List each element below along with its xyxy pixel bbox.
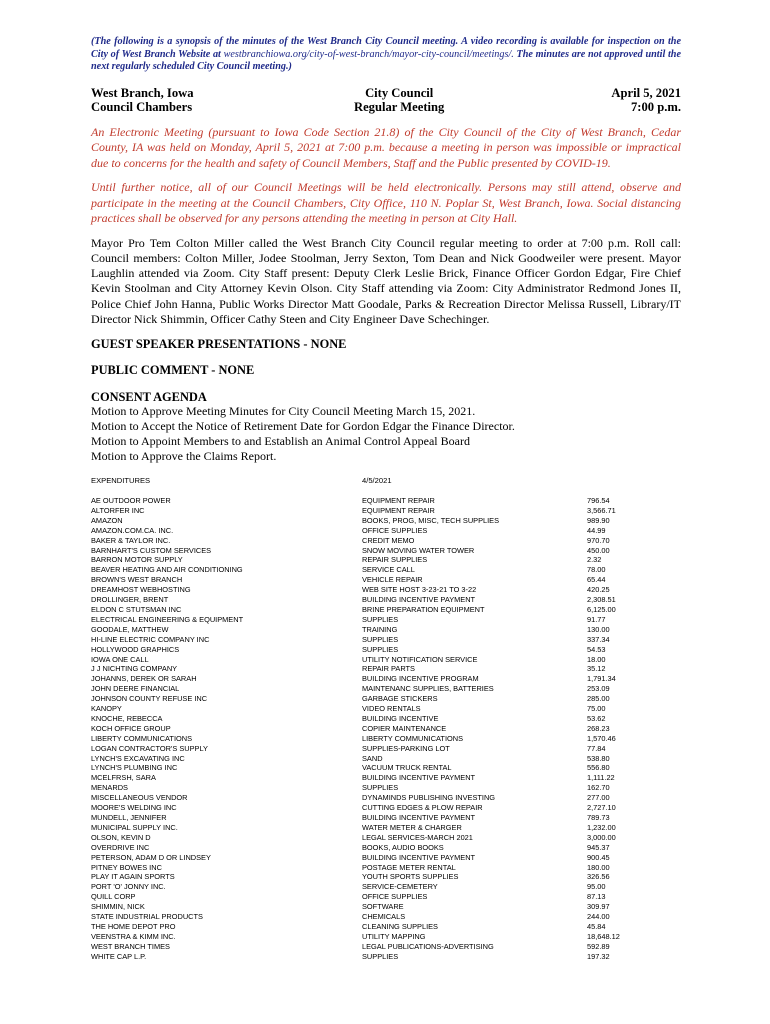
expenditure-row: [91, 516, 681, 526]
expense-amount: 162.70: [587, 783, 610, 793]
expenditure-row: [91, 803, 681, 813]
vendor-name: LYNCH'S EXCAVATING INC: [91, 753, 185, 763]
expense-description: VIDEO RENTALS: [362, 704, 421, 714]
expenditure-row: [91, 922, 681, 932]
expenditure-row: [91, 585, 681, 595]
expenditure-row: [91, 843, 681, 853]
expense-amount: 450.00: [587, 545, 610, 555]
expenditure-row: [91, 694, 681, 704]
expense-description: LEGAL PUBLICATIONS-ADVERTISING: [362, 941, 494, 951]
expense-description: VACUUM TRUCK RENTAL: [362, 763, 452, 773]
vendor-name: KOCH OFFICE GROUP: [91, 723, 171, 733]
expense-description: BRINE PREPARATION EQUIPMENT: [362, 604, 485, 614]
expense-amount: 1,791.34: [587, 674, 616, 684]
expense-amount: 556.80: [587, 763, 610, 773]
expenditure-row: [91, 714, 681, 724]
expense-amount: 53.62: [587, 713, 606, 723]
expenditures-table: [91, 496, 681, 962]
expense-amount: 54.53: [587, 644, 606, 654]
expense-amount: 6,125.00: [587, 604, 616, 614]
vendor-name: KNOCHE, REBECCA: [91, 713, 163, 723]
consent-motion: Motion to Accept the Notice of Retirement Date for Gordon Edgar the Finance Director.: [91, 419, 515, 433]
vendor-name: DROLLINGER, BRENT: [91, 595, 169, 605]
expense-description: CLEANING SUPPLIES: [362, 921, 438, 931]
expense-amount: 44.99: [587, 525, 606, 535]
vendor-name: SHIMMIN, NICK: [91, 902, 145, 912]
vendor-name: OLSON, KEVIN D: [91, 832, 151, 842]
expense-description: MAINTENANC SUPPLIES, BATTERIES: [362, 684, 494, 694]
consent-motions: [91, 404, 681, 464]
expense-description: BUILDING INCENTIVE PAYMENT: [362, 852, 476, 862]
expense-amount: 538.80: [587, 753, 610, 763]
meeting-type: [354, 86, 444, 114]
expense-description: BUILDING INCENTIVE PAYMENT: [362, 813, 476, 822]
meeting-header: [91, 86, 681, 116]
expense-amount: 2.32: [587, 555, 602, 565]
synopsis-intro-approval: The minutes are not approved until the next regularly scheduled City Council meeting.): [91, 48, 681, 73]
expense-description: SUPPLIES: [362, 951, 399, 961]
public-comment-heading: PUBLIC COMMENT - NONE: [91, 363, 255, 377]
location-city: West Branch, Iowa: [91, 85, 194, 100]
vendor-name: VEENSTRA & KIMM INC.: [91, 931, 176, 941]
expenditure-row: [91, 872, 681, 882]
vendor-name: AE OUTDOOR POWER: [91, 496, 171, 505]
expenditures-rows: [91, 496, 681, 962]
vendor-name: MOORE'S WELDING INC: [91, 803, 177, 813]
vendor-name: PETERSON, ADAM D OR LINDSEY: [91, 852, 211, 862]
consent-motion: Motion to Approve the Claims Report.: [91, 449, 277, 463]
meeting-body: City Council: [365, 85, 434, 100]
expense-description: BUILDING INCENTIVE PROGRAM: [362, 674, 479, 684]
expenditure-row: [91, 912, 681, 922]
expenditure-row: [91, 734, 681, 744]
expense-amount: 1,111.22: [587, 773, 615, 783]
meeting-datetime: [611, 86, 681, 114]
vendor-name: LIBERTY COMMUNICATIONS: [91, 733, 193, 743]
expenditure-row: [91, 575, 681, 585]
expenditure-row: [91, 615, 681, 625]
expenditures-date: 4/5/2021: [362, 476, 392, 485]
expense-amount: 326.56: [587, 872, 610, 882]
expenditure-row: [91, 952, 681, 962]
expense-description: CREDIT MEMO: [362, 535, 415, 545]
electronic-meeting-further-notice: Until further notice, all of our Council Meetings will be held electronically. Persons may still attend, observe and participate in the meeting at the Council Chambers, City Office, 110 N. Poplar St, West Branch, Iowa. Social distancing practices shall be observed for any persons attending the meeting in person at City Hall.: [91, 180, 681, 226]
expense-amount: 18,648.12: [587, 931, 620, 941]
expenditure-row: [91, 595, 681, 605]
expenditure-row: [91, 863, 681, 873]
vendor-name: J J NICHTING COMPANY: [91, 664, 178, 674]
expense-description: CUTTING EDGES & PLOW REPAIR: [362, 803, 483, 813]
expense-description: LIBERTY COMMUNICATIONS: [362, 733, 464, 743]
vendor-name: PITNEY BOWES INC: [91, 862, 162, 872]
expenditure-row: [91, 744, 681, 754]
expenditure-row: [91, 704, 681, 714]
expenditure-row: [91, 506, 681, 516]
vendor-name: JOHANNS, DEREK OR SARAH: [91, 674, 197, 684]
vendor-name: JOHNSON COUNTY REFUSE INC: [91, 694, 208, 704]
expense-amount: 78.00: [587, 565, 606, 575]
vendor-name: PORT 'O' JONNY INC.: [91, 882, 166, 892]
vendor-name: ALTORFER INC: [91, 505, 145, 515]
expense-amount: 970.70: [587, 535, 610, 545]
expense-amount: 1,232.00: [587, 822, 616, 832]
vendor-name: HI-LINE ELECTRIC COMPANY INC: [91, 634, 210, 644]
expense-description: EQUIPMENT REPAIR: [362, 505, 435, 515]
expense-amount: 592.89: [587, 941, 610, 951]
vendor-name: PLAY IT AGAIN SPORTS: [91, 872, 175, 882]
expense-amount: 2,308.51: [587, 595, 616, 605]
expenditures-label: EXPENDITURES: [91, 476, 151, 485]
vendor-name: MISCELLANEOUS VENDOR: [91, 793, 188, 803]
expense-amount: 180.00: [587, 862, 610, 872]
expenditure-row: [91, 645, 681, 655]
expenditure-row: [91, 882, 681, 892]
expenditure-row: [91, 823, 681, 833]
expense-amount: 900.45: [587, 852, 610, 862]
expense-amount: 77.84: [587, 743, 606, 753]
expense-amount: 989.90: [587, 515, 610, 525]
vendor-name: ELDON C STUTSMAN INC: [91, 604, 182, 614]
expense-description: BUILDING INCENTIVE PAYMENT: [362, 595, 476, 605]
expense-amount: 91.77: [587, 614, 606, 624]
expense-amount: 285.00: [587, 694, 610, 704]
expense-description: UTILITY MAPPING: [362, 931, 426, 941]
expense-amount: 197.32: [587, 951, 610, 961]
expense-amount: 75.00: [587, 704, 606, 714]
consent-motion: Motion to Appoint Members to and Establish an Animal Control Appeal Board: [91, 434, 470, 448]
expense-description: SERVICE-CEMETERY: [362, 882, 438, 892]
expense-description: SOFTWARE: [362, 902, 404, 912]
vendor-name: LOGAN CONTRACTOR'S SUPPLY: [91, 743, 208, 753]
expense-amount: 945.37: [587, 842, 610, 852]
expenditure-row: [91, 892, 681, 902]
expense-amount: 244.00: [587, 912, 610, 922]
location-room: Council Chambers: [91, 99, 193, 114]
vendor-name: BEAVER HEATING AND AIR CONDITIONING: [91, 565, 243, 575]
vendor-name: DREAMHOST WEBHOSTING: [91, 585, 191, 595]
expense-description: BUILDING INCENTIVE: [362, 713, 439, 723]
expenditure-row: [91, 942, 681, 952]
expense-description: BOOKS, PROG, MISC, TECH SUPPLIES: [362, 515, 500, 525]
vendor-name: KANOPY: [91, 704, 122, 714]
expense-description: BUILDING INCENTIVE PAYMENT: [362, 773, 476, 783]
expense-amount: 420.25: [587, 585, 610, 595]
expense-description: BOOKS, AUDIO BOOKS: [362, 842, 444, 852]
expense-description: LEGAL SERVICES-MARCH 2021: [362, 832, 473, 842]
expense-description: SUPPLIES-PARKING LOT: [362, 743, 450, 753]
expense-description: SUPPLIES: [362, 644, 399, 654]
expenditure-row: [91, 783, 681, 793]
expense-amount: 3,000.00: [587, 832, 616, 842]
expense-description: TRAINING: [362, 624, 398, 634]
expenditure-row: [91, 555, 681, 565]
expenditure-row: [91, 655, 681, 665]
vendor-name: BROWN'S WEST BRANCH: [91, 575, 183, 585]
expenditure-row: [91, 526, 681, 536]
expenditure-row: [91, 635, 681, 645]
expense-amount: 130.00: [587, 624, 610, 634]
expenditure-row: [91, 605, 681, 615]
vendor-name: QUILL CORP: [91, 892, 136, 902]
expense-amount: 87.13: [587, 892, 606, 902]
expenditure-row: [91, 546, 681, 556]
meetings-url[interactable]: westbranchiowa.org/city-of-west-branch/mayor-city-council/meetings/.: [223, 48, 514, 60]
expenditure-row: [91, 754, 681, 764]
expense-amount: 18.00: [587, 654, 606, 664]
expense-amount: 268.23: [587, 723, 610, 733]
expense-description: UTILITY NOTIFICATION SERVICE: [362, 654, 478, 664]
expense-amount: 337.34: [587, 634, 610, 644]
expense-description: EQUIPMENT REPAIR: [362, 496, 435, 505]
call-to-order: Mayor Pro Tem Colton Miller called the West Branch City Council regular meeting to order at 7:00 p.m. Roll call: Council members: Colton Miller, Jodee Stoolman, Jerry Sexton, Tom Dean and Nick Goodweiler were present. Mayor Laughlin attended via Zoom. City Staff present: Deputy Clerk Leslie Brick, Finance Officer Gordon Edgar, Fire Chief Kevin Stoolman and City Attorney Kevin Olson. City Staff attending via Zoom: City Administrator Redmond Jones II, Police Chief John Hanna, Public Works Director Matt Goodale, Parks & Recreation Director Melissa Russell, Library/IT Director Nick Shimmin, Officer Cathy Steen and City Engineer Dave Schechinger.: [91, 235, 681, 326]
expense-description: SERVICE CALL: [362, 565, 415, 575]
expense-amount: 35.12: [587, 664, 606, 674]
expense-description: REPAIR SUPPLIES: [362, 555, 428, 565]
meeting-kind: Regular Meeting: [354, 99, 445, 114]
expense-description: POSTAGE METER RENTAL: [362, 862, 456, 872]
expense-amount: 65.44: [587, 575, 606, 585]
meeting-location: [91, 86, 194, 114]
meeting-time: 7:00 p.m.: [630, 99, 681, 114]
vendor-name: JOHN DEERE FINANCIAL: [91, 684, 180, 694]
vendor-name: AMAZON: [91, 515, 123, 525]
expense-description: SUPPLIES: [362, 783, 399, 793]
expenditure-row: [91, 763, 681, 773]
expense-description: REPAIR PARTS: [362, 664, 415, 674]
vendor-name: ELECTRICAL ENGINEERING & EQUIPMENT: [91, 614, 244, 624]
expense-description: CHEMICALS: [362, 912, 406, 922]
vendor-name: LYNCH'S PLUMBING INC: [91, 763, 178, 773]
vendor-name: MUNICIPAL SUPPLY INC.: [91, 822, 178, 832]
expenditure-row: [91, 724, 681, 734]
expense-description: SNOW MOVING WATER TOWER: [362, 545, 475, 555]
consent-agenda-heading: CONSENT AGENDA: [91, 390, 207, 404]
expenditure-row: [91, 684, 681, 694]
expense-amount: 1,570.46: [587, 733, 616, 743]
vendor-name: WEST BRANCH TIMES: [91, 941, 170, 951]
expense-description: YOUTH SPORTS SUPPLIES: [362, 872, 459, 882]
vendor-name: AMAZON.COM.CA. INC.: [91, 525, 174, 535]
expense-description: WATER METER & CHARGER: [362, 822, 462, 832]
expense-amount: 789.73: [587, 813, 610, 822]
vendor-name: STATE INDUSTRIAL PRODUCTS: [91, 912, 203, 922]
expense-description: OFFICE SUPPLIES: [362, 892, 428, 902]
vendor-name: WHITE CAP L.P.: [91, 951, 147, 961]
expenditures-header: [91, 476, 681, 490]
guest-speaker-heading: GUEST SPEAKER PRESENTATIONS - NONE: [91, 337, 347, 351]
expense-description: GARBAGE STICKERS: [362, 694, 438, 704]
minutes-page: [91, 36, 681, 962]
expenditure-row: [91, 625, 681, 635]
vendor-name: MCELFRSH, SARA: [91, 773, 156, 783]
vendor-name: MENARDS: [91, 783, 128, 793]
expense-amount: 796.54: [587, 496, 610, 505]
expenditure-row: [91, 902, 681, 912]
expense-amount: 277.00: [587, 793, 610, 803]
expenditure-row: [91, 932, 681, 942]
expenditure-row: [91, 793, 681, 803]
expense-description: OFFICE SUPPLIES: [362, 525, 428, 535]
expenditure-row: [91, 813, 681, 823]
expense-description: SUPPLIES: [362, 614, 399, 624]
expenditure-row: [91, 664, 681, 674]
synopsis-intro: [91, 36, 681, 74]
expense-amount: 309.97: [587, 902, 610, 912]
expenditure-row: [91, 853, 681, 863]
vendor-name: OVERDRIVE INC: [91, 842, 150, 852]
expenditure-row: [91, 565, 681, 575]
expense-description: VEHICLE REPAIR: [362, 575, 423, 585]
expense-description: COPIER MAINTENANCE: [362, 723, 447, 733]
expense-description: SAND: [362, 753, 383, 763]
vendor-name: BARNHART'S CUSTOM SERVICES: [91, 545, 212, 555]
expenditure-row: [91, 536, 681, 546]
expense-description: WEB SITE HOST 3-23-21 TO 3-22: [362, 585, 477, 595]
expense-amount: 45.84: [587, 921, 606, 931]
expense-amount: 253.09: [587, 684, 610, 694]
vendor-name: BAKER & TAYLOR INC.: [91, 535, 171, 545]
expenditure-row: [91, 833, 681, 843]
expenditure-row: [91, 773, 681, 783]
expenditure-row: [91, 496, 681, 506]
vendor-name: BARRON MOTOR SUPPLY: [91, 555, 183, 565]
vendor-name: MUNDELL, JENNIFER: [91, 813, 167, 822]
synopsis-intro-text: (The following is a synopsis of the minutes of the West Branch City Council meeting. A video recording is available for inspection on the City of West Branch Website at: [91, 36, 681, 60]
vendor-name: HOLLYWOOD GRAPHICS: [91, 644, 180, 654]
electronic-meeting-notice: An Electronic Meeting (pursuant to Iowa Code Section 21.8) of the City Council of the City of West Branch, Cedar County, IA was held on Monday, April 5, 2021 at 7:00 p.m. because a meeting in person was impossible or impractical due to concerns for the health and safety of Council Members, Staff and the Public presented by COVID-19.: [91, 124, 681, 170]
expense-amount: 95.00: [587, 882, 606, 892]
expense-description: SUPPLIES: [362, 634, 399, 644]
consent-motion: Motion to Approve Meeting Minutes for City Council Meeting March 15, 2021.: [91, 404, 476, 418]
vendor-name: IOWA ONE CALL: [91, 654, 149, 664]
vendor-name: THE HOME DEPOT PRO: [91, 921, 176, 931]
meeting-date: April 5, 2021: [611, 85, 681, 100]
expense-amount: 3,566.71: [587, 505, 616, 515]
expenditure-row: [91, 674, 681, 684]
vendor-name: GOODALE, MATTHEW: [91, 624, 169, 634]
expense-amount: 2,727.10: [587, 803, 616, 813]
expense-description: DYNAMINDS PUBLISHING INVESTING: [362, 793, 496, 803]
